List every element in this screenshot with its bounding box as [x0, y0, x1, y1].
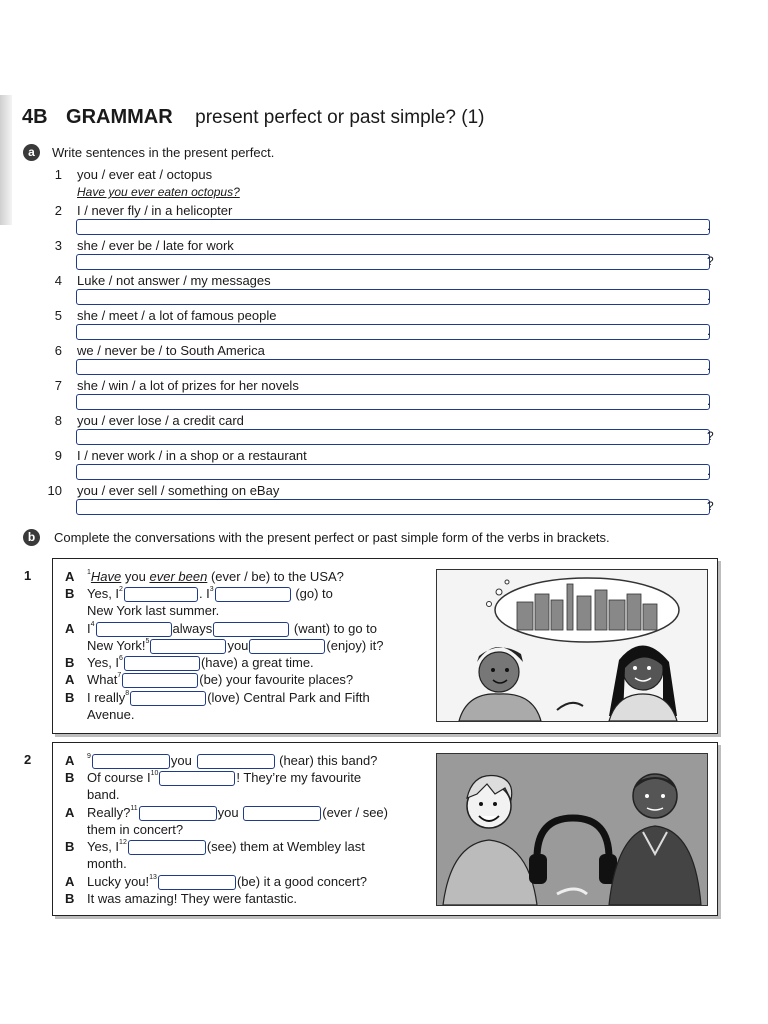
speaker-label: B: [65, 655, 75, 670]
gap-number: 5: [145, 638, 150, 645]
dialogue-line: [87, 753, 377, 769]
answer-gap-12[interactable]: [128, 840, 206, 855]
dialogue-text: always: [172, 621, 213, 636]
dialogue-text: (hear) this band?: [279, 753, 378, 768]
section-word: GRAMMAR: [66, 106, 173, 128]
end-punctuation: .: [707, 324, 711, 338]
answer-box-2[interactable]: [76, 219, 710, 235]
speaker-label: B: [65, 690, 75, 705]
item-prompt: we / never be / to South America: [77, 343, 265, 358]
dialogue-text: Lucky you!: [87, 874, 150, 889]
dialogue-line: [87, 672, 353, 688]
answer-gap-7[interactable]: [122, 673, 198, 688]
dialogue-line: New York last summer.: [87, 603, 220, 618]
speaker-label: A: [65, 874, 75, 889]
gap-number: 9: [87, 753, 91, 760]
dialogue-text: ! They’re my favourite: [236, 770, 362, 785]
item-number: 6: [54, 343, 62, 358]
end-punctuation: .: [707, 359, 711, 373]
dialogue-text: (ever / see): [322, 805, 388, 820]
dialogue-line: band.: [87, 787, 120, 802]
page-title: [22, 106, 485, 129]
answer-gap-5b[interactable]: [249, 639, 325, 654]
answer-gap-9b[interactable]: [197, 754, 275, 769]
dialogue-text: you: [217, 805, 239, 820]
gap-number: 6: [119, 655, 123, 662]
two-women-illustration-svg: [437, 570, 707, 721]
answer-gap-5[interactable]: [150, 639, 226, 654]
speaker-label: B: [65, 839, 75, 854]
answer-gap-11[interactable]: [139, 806, 217, 821]
answer-gap-3[interactable]: [215, 587, 291, 602]
item-number: 1: [54, 167, 62, 182]
answer-gap-8[interactable]: [130, 691, 206, 706]
item-prompt: she / win / a lot of prizes for her novels: [77, 378, 299, 393]
dialogue-text: (enjoy) it?: [326, 638, 384, 653]
answer-box-4[interactable]: [76, 289, 710, 305]
dialogue-text: (go) to: [295, 586, 333, 601]
dialogue-line: [87, 655, 314, 671]
dialogue-text: Yes, I: [87, 839, 120, 854]
gap-number: 4: [90, 621, 95, 628]
exercise-b-badge: b: [23, 529, 40, 546]
item-number: 5: [54, 308, 62, 323]
dialogue-text: (be) it a good concert?: [236, 874, 368, 889]
dialogue-text: you: [227, 638, 249, 653]
gap-number: 10: [150, 770, 159, 777]
answer-box-6[interactable]: [76, 359, 710, 375]
dialogue-line: [87, 638, 384, 654]
dialogue-text: (be) your favourite places?: [199, 672, 354, 687]
dialogue-text: you: [124, 569, 146, 584]
answer-box-10[interactable]: [76, 499, 710, 515]
gap-number: 11: [130, 805, 138, 812]
dialogue-text: I: [87, 621, 91, 636]
dialogue-text: you: [170, 753, 192, 768]
dialogue-line: [87, 839, 365, 855]
dialogue-text: . I: [198, 586, 210, 601]
answer-box-3[interactable]: [76, 254, 710, 270]
end-punctuation: ?: [707, 499, 714, 513]
dialogue-text: Yes, I: [87, 655, 120, 670]
dialogue-text: (want) to go to: [293, 621, 378, 636]
dialogue-line: month.: [87, 856, 127, 871]
dialogue-line: [87, 569, 344, 584]
item-prompt: I / never fly / in a helicopter: [77, 203, 233, 218]
exercise-a-badge: a: [23, 144, 40, 161]
item-prompt: Luke / not answer / my messages: [77, 273, 271, 288]
gap-number: 13: [149, 874, 157, 881]
item-prompt: she / meet / a lot of famous people: [77, 308, 277, 323]
two-women-talking-about-new-york-illustration: [436, 569, 708, 722]
item-prompt: you / ever eat / octopus: [77, 167, 213, 182]
dialogue-line: [87, 770, 361, 786]
end-punctuation: .: [707, 219, 711, 233]
item-number: 7: [54, 378, 62, 393]
exercise-b-instruction: Complete the conversations with the present perfect or past simple form of the verbs in brackets.: [54, 530, 610, 545]
dialogue-text: Of course I: [87, 770, 151, 785]
answer-gap-13[interactable]: [158, 875, 236, 890]
example-answer: Have you ever eaten octopus?: [77, 185, 240, 199]
dialogue-line: It was amazing! They were fantastic.: [87, 891, 298, 906]
dialogue-line: [87, 805, 388, 821]
answer-gap-4b[interactable]: [213, 622, 289, 637]
end-punctuation: ?: [707, 429, 714, 443]
exercise-a-instruction: Write sentences in the present perfect.: [52, 145, 275, 160]
conversation-number: 2: [24, 752, 32, 767]
dialogue-line: Avenue.: [87, 707, 135, 722]
item-number: 2: [54, 203, 62, 218]
dialogue-line: [87, 874, 367, 890]
speaker-label: B: [65, 586, 75, 601]
gap-number: 7: [117, 672, 122, 679]
answer-gap-6[interactable]: [124, 656, 200, 671]
item-prompt: you / ever sell / something on eBay: [77, 483, 280, 498]
item-number: 9: [54, 448, 62, 463]
speaker-label: A: [65, 621, 75, 636]
end-punctuation: .: [707, 464, 711, 478]
section-subtitle: present perfect or past simple? (1): [195, 107, 485, 128]
gap-number: 2: [119, 586, 123, 593]
dialogue-text: What: [87, 672, 118, 687]
two-men-with-headphones-illustration: [436, 753, 708, 906]
end-punctuation: ?: [707, 254, 714, 268]
conversation-number: 1: [24, 568, 32, 583]
speaker-label: A: [65, 753, 75, 768]
page-edge-shadow: [0, 95, 12, 225]
answer-box-9[interactable]: [76, 464, 710, 480]
item-prompt: I / never work / in a shop or a restaurant: [77, 448, 307, 463]
example-answer: Have: [90, 569, 122, 584]
answer-box-5[interactable]: [76, 324, 710, 340]
answer-gap-11b[interactable]: [243, 806, 321, 821]
dialogue-line: them in concert?: [87, 822, 184, 837]
answer-gap-9[interactable]: [92, 754, 170, 769]
conversation-2-panel: [52, 742, 718, 916]
answer-box-8[interactable]: [76, 429, 710, 445]
unit-code: 4B: [22, 106, 48, 128]
item-prompt: she / ever be / late for work: [77, 238, 234, 253]
gap-number: 12: [119, 839, 127, 846]
dialogue-line: [87, 690, 370, 706]
speaker-label: B: [65, 891, 75, 906]
dialogue-text: (ever / be) to the USA?: [210, 569, 344, 584]
speaker-label: A: [65, 805, 75, 820]
answer-gap-2[interactable]: [124, 587, 198, 602]
gap-number: 8: [125, 690, 130, 697]
answer-box-7[interactable]: [76, 394, 710, 410]
dialogue-text: (have) a great time.: [200, 655, 314, 670]
speaker-label: A: [65, 569, 75, 584]
dialogue-text: (see) them at Wembley last: [206, 839, 365, 854]
gap-number: 3: [209, 586, 214, 593]
speaker-label: A: [65, 672, 75, 687]
item-number: 4: [54, 273, 62, 288]
item-number: 10: [47, 483, 62, 498]
dialogue-text: Yes, I: [87, 586, 120, 601]
dialogue-text: Really?: [87, 805, 131, 820]
headphones-illustration-svg: [437, 754, 707, 905]
conversation-1-panel: [52, 558, 718, 734]
answer-gap-4[interactable]: [96, 622, 172, 637]
dialogue-text: I really: [87, 690, 126, 705]
answer-gap-10[interactable]: [159, 771, 235, 786]
dialogue-text: New York!: [87, 638, 146, 653]
speaker-label: B: [65, 770, 75, 785]
dialogue-line: [87, 621, 377, 637]
dialogue-line: [87, 586, 333, 602]
example-answer: ever been: [149, 569, 208, 584]
item-number: 8: [54, 413, 62, 428]
item-number: 3: [54, 238, 62, 253]
item-prompt: you / ever lose / a credit card: [77, 413, 244, 428]
end-punctuation: .: [707, 394, 711, 408]
end-punctuation: .: [707, 289, 711, 303]
gap-number: 1: [87, 569, 91, 576]
dialogue-text: (love) Central Park and Fifth: [207, 690, 370, 705]
